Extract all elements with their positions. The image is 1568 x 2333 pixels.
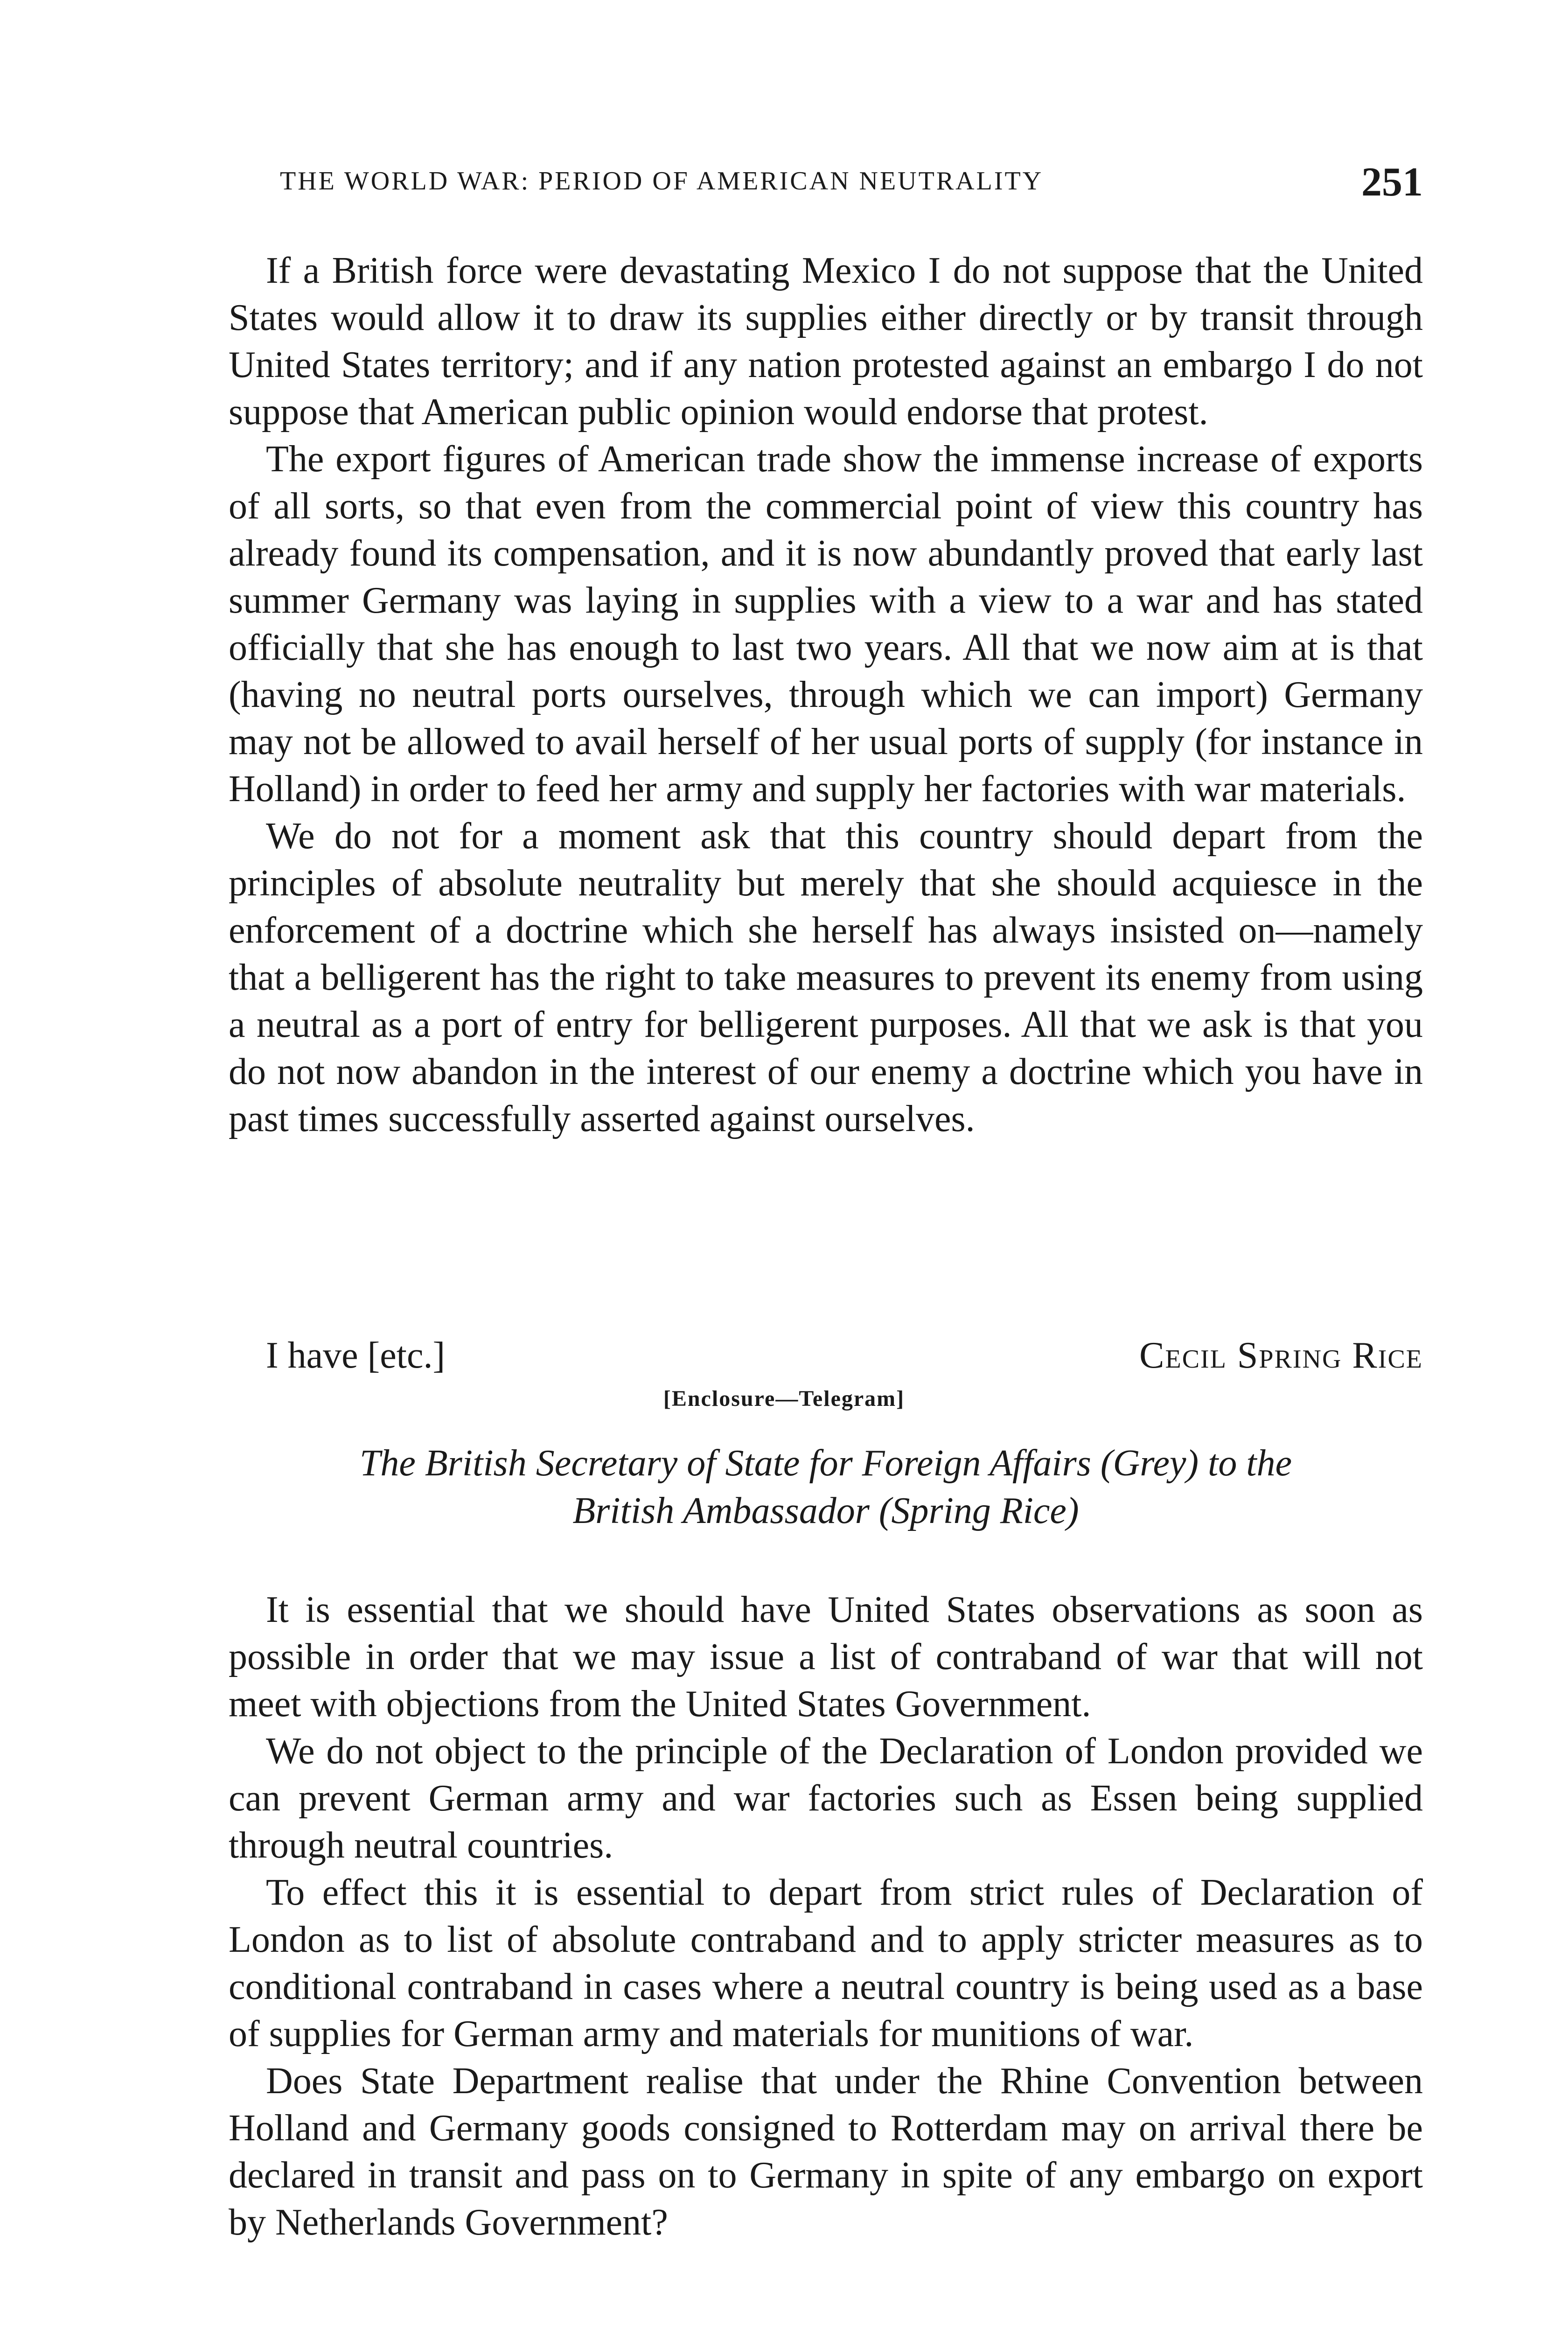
telegram-title-line-1: The British Secretary of State for Foreign Affairs (Grey) to the	[359, 1443, 1292, 1484]
telegram-paragraph-1: It is essential that we should have United States observations as soon as possible in order that we may issue a list of contraband of war that will not meet with objections from the United States Government.	[229, 1589, 1423, 1725]
telegram-title	[229, 1439, 1423, 1535]
enclosure-label: [Enclosure—Telegram]	[663, 1386, 905, 1411]
letter-paragraph-1: If a British force were devastating Mexico I do not suppose that the United States would allow it to draw its supplies either directly or by transit through United States territory; and if any nation protested against an embargo I do not suppose that American public opinion would endorse that protest.	[229, 250, 1423, 433]
signature: Cecil Spring Rice	[1139, 1335, 1423, 1376]
telegram-body	[229, 1586, 1423, 2246]
page-header	[229, 159, 1423, 210]
telegram-paragraph-3: To effect this it is essential to depart from strict rules of Declaration of London as to list of absolute contraband and to apply stricter measures as to conditional contraband in cases where a neutral country is being used as a base of supplies for German army and materials for munitions of war.	[229, 1872, 1423, 2054]
letter-paragraph-2: The export figures of American trade show the immense increase of exports of all sorts, so that even from the commercial point of view this country has already found its compensation, and it is now abundantly proved that early last summer Germany was laying in supplies with a view to a war and has stated officially that she has enough to last two years. All that we now aim at is that (having no neutral ports ourselves, through which we can import) Germany may not be allowed to avail herself of her usual ports of supply (for instance in Holland) in order to feed her army and supply her factories with war materials.	[229, 439, 1423, 810]
running-head: THE WORLD WAR: PERIOD OF AMERICAN NEUTRALITY	[280, 167, 1044, 196]
complimentary-close: I have [etc.]	[266, 1335, 446, 1376]
letter-body	[229, 247, 1423, 1143]
telegram-paragraph-4: Does State Department realise that under the Rhine Convention between Holland and Germany goods consigned to Rotterdam may on arrival there be declared in transit and pass on to Germany in spite of any embargo on export by Netherlands Government?	[229, 2061, 1423, 2243]
letter-paragraph-3: We do not for a moment ask that this country should depart from the principles of absolute neutrality but merely that she should acquiesce in the enforcement of a doctrine which she herself has always insisted on—namely that a belligerent has the right to take measures to prevent its enemy from using a neutral as a port of entry for belligerent purposes. All that we ask is that you do not now abandon in the interest of our enemy a doctrine which you have in past times successfully asserted against ourselves.	[229, 816, 1423, 1139]
letter-closing	[229, 1334, 1423, 1381]
telegram-title-line-2: British Ambassador (Spring Rice)	[572, 1490, 1079, 1531]
telegram-paragraph-2: We do not object to the principle of the Declaration of London provided we can prevent German army and war factories such as Essen being supplied through neutral countries.	[229, 1731, 1423, 1866]
page-number: 251	[1361, 160, 1423, 205]
